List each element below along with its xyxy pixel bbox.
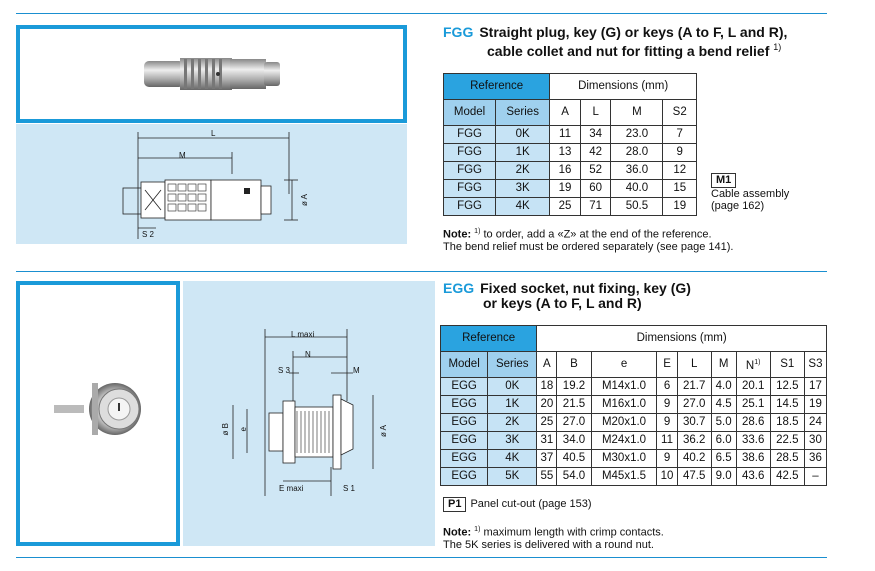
egg-col-header: L <box>677 352 711 378</box>
egg-table-cell: 9 <box>657 450 677 468</box>
fgg-table-cell: FGG <box>444 144 496 162</box>
egg-table-cell: 28.5 <box>770 450 804 468</box>
egg-table-cell: 47.5 <box>677 468 711 486</box>
fgg-table-cell: 3K <box>496 180 550 198</box>
egg-col-header: S1 <box>770 352 804 378</box>
fgg-table-cell: 60 <box>580 180 611 198</box>
fgg-table-cell: 4K <box>496 198 550 216</box>
egg-table-cell: 54.0 <box>557 468 591 486</box>
egg-table-row <box>441 450 827 468</box>
egg-table-cell: 9 <box>657 414 677 432</box>
egg-table-cell: 5K <box>488 468 537 486</box>
fgg-title-line2: cable collet and nut for fitting a bend relief <box>487 42 770 59</box>
fgg-col-header: Model <box>444 100 496 126</box>
egg-table-cell: 36.2 <box>677 432 711 450</box>
fgg-col-header: L <box>580 100 611 126</box>
fgg-table-cell: 42 <box>580 144 611 162</box>
egg-note <box>443 524 664 551</box>
fgg-table-row <box>444 162 697 180</box>
egg-table-cell: M20x1.0 <box>591 414 657 432</box>
fgg-col-header: S2 <box>663 100 697 126</box>
egg-table-cell: 43.6 <box>736 468 770 486</box>
egg-table-cell: EGG <box>441 468 488 486</box>
fgg-label-a: ø A <box>300 194 309 207</box>
egg-table-cell: M24x1.0 <box>591 432 657 450</box>
egg-dimensions-table <box>440 325 827 486</box>
egg-col-header: S3 <box>804 352 826 378</box>
fgg-box-text-2: (page 162) <box>711 200 765 212</box>
fgg-cable-assembly-ref <box>711 173 789 212</box>
egg-note-line1: maximum length with crimp contacts. <box>483 526 664 539</box>
egg-label-b: ø B <box>221 423 230 436</box>
fgg-table-cell: 52 <box>580 162 611 180</box>
egg-table-cell: 27.0 <box>677 396 711 414</box>
egg-label-e-maxi: E maxi <box>279 484 304 493</box>
egg-socket-image <box>20 285 176 542</box>
egg-label-a: ø A <box>379 425 388 438</box>
egg-table-cell: 21.7 <box>677 378 711 396</box>
bottom-divider <box>16 557 827 558</box>
fgg-table-cell: 9 <box>663 144 697 162</box>
egg-table-cell: 14.5 <box>770 396 804 414</box>
fgg-table-row <box>444 180 697 198</box>
fgg-table-cell: 34 <box>580 126 611 144</box>
egg-table-cell: 6.0 <box>711 432 736 450</box>
egg-table-cell: 11 <box>657 432 677 450</box>
egg-table-cell: 24 <box>804 414 826 432</box>
egg-box-tag: P1 <box>443 497 466 512</box>
fgg-table-cell: 15 <box>663 180 697 198</box>
egg-table-cell: 18 <box>537 378 557 396</box>
fgg-table-cell: 16 <box>550 162 581 180</box>
fgg-table-cell: 13 <box>550 144 581 162</box>
egg-table-cell: 18.5 <box>770 414 804 432</box>
fgg-table-cell: 19 <box>663 198 697 216</box>
fgg-box-tag: M1 <box>711 173 736 188</box>
fgg-table-cell: 36.0 <box>611 162 663 180</box>
egg-dimensions-header: Dimensions (mm) <box>537 326 827 352</box>
egg-table-cell: 33.6 <box>736 432 770 450</box>
egg-title-line1: Fixed socket, nut fixing, key (G) <box>480 280 691 296</box>
fgg-table-cell: 2K <box>496 162 550 180</box>
egg-col-header: B <box>557 352 591 378</box>
fgg-table-cell: FGG <box>444 162 496 180</box>
fgg-note-sup: 1) <box>474 228 481 235</box>
egg-table-cell: 25.1 <box>736 396 770 414</box>
fgg-table-cell: 1K <box>496 144 550 162</box>
fgg-col-header: Series <box>496 100 550 126</box>
egg-table-cell: 17 <box>804 378 826 396</box>
middle-divider <box>16 271 827 272</box>
egg-col-header: Series <box>488 352 537 378</box>
egg-note-label: Note: <box>443 526 472 539</box>
egg-table-cell: 28.6 <box>736 414 770 432</box>
egg-panel-cutout-ref <box>443 497 592 512</box>
egg-col-header: Model <box>441 352 488 378</box>
egg-table-cell: 20 <box>537 396 557 414</box>
fgg-table-cell: 23.0 <box>611 126 663 144</box>
egg-table-cell: 4.5 <box>711 396 736 414</box>
egg-table-cell: 30.7 <box>677 414 711 432</box>
egg-table-cell: 4.0 <box>711 378 736 396</box>
egg-label-n: N <box>305 350 311 359</box>
egg-table-cell: EGG <box>441 414 488 432</box>
egg-dimension-drawing <box>183 281 435 546</box>
egg-table-cell: EGG <box>441 396 488 414</box>
egg-table-cell: – <box>804 468 826 486</box>
fgg-table-cell: FGG <box>444 126 496 144</box>
egg-title-line2: or keys (A to F, L and R) <box>483 295 642 311</box>
egg-note-sup: 1) <box>474 526 481 533</box>
egg-table-cell: EGG <box>441 432 488 450</box>
fgg-title-footnote: 1) <box>773 42 782 52</box>
egg-table-cell: M16x1.0 <box>591 396 657 414</box>
fgg-dimension-drawing <box>16 124 407 244</box>
fgg-box-text-1: Cable assembly <box>711 188 790 200</box>
egg-col-header: E <box>657 352 677 378</box>
egg-label-s1: S 1 <box>343 484 356 493</box>
egg-table-cell: M30x1.0 <box>591 450 657 468</box>
egg-table-cell: 55 <box>537 468 557 486</box>
egg-col-header: $N^{1)}$ <box>736 352 770 378</box>
egg-table-cell: 5.0 <box>711 414 736 432</box>
fgg-note-label: Note: <box>443 228 472 241</box>
egg-table-cell: 19 <box>804 396 826 414</box>
egg-table-cell: 37 <box>537 450 557 468</box>
egg-table-cell: 20.1 <box>736 378 770 396</box>
fgg-reference-header: Reference <box>444 74 550 100</box>
egg-table-cell: 38.6 <box>736 450 770 468</box>
egg-table-cell: 42.5 <box>770 468 804 486</box>
fgg-table-row <box>444 144 697 162</box>
egg-table-row <box>441 378 827 396</box>
egg-table-cell: 1K <box>488 396 537 414</box>
fgg-table-cell: 50.5 <box>611 198 663 216</box>
egg-table-cell: 9 <box>657 396 677 414</box>
fgg-dimensions-header: Dimensions (mm) <box>550 74 697 100</box>
fgg-table-row <box>444 198 697 216</box>
fgg-col-header: M <box>611 100 663 126</box>
egg-table-cell: 2K <box>488 414 537 432</box>
fgg-table-cell: 12 <box>663 162 697 180</box>
egg-label-s3: S 3 <box>278 366 291 375</box>
fgg-table-row <box>444 126 697 144</box>
fgg-label-l: L <box>211 129 216 138</box>
egg-table-cell: 6 <box>657 378 677 396</box>
egg-col-header: A <box>537 352 557 378</box>
egg-table-cell: 40.2 <box>677 450 711 468</box>
egg-table-cell: 22.5 <box>770 432 804 450</box>
egg-table-cell: 36 <box>804 450 826 468</box>
egg-table-cell: EGG <box>441 450 488 468</box>
egg-table-row <box>441 396 827 414</box>
fgg-label-m: M <box>179 151 186 160</box>
egg-table-cell: M14x1.0 <box>591 378 657 396</box>
egg-col-header: M <box>711 352 736 378</box>
top-divider <box>16 13 827 14</box>
fgg-title <box>443 25 787 59</box>
egg-table-row <box>441 414 827 432</box>
fgg-col-header: A <box>550 100 581 126</box>
egg-table-cell: 30 <box>804 432 826 450</box>
egg-table-row <box>441 432 827 450</box>
fgg-photo <box>16 25 407 123</box>
fgg-table-cell: 25 <box>550 198 581 216</box>
fgg-table-cell: 71 <box>580 198 611 216</box>
egg-table-cell: 19.2 <box>557 378 591 396</box>
egg-table-cell: 10 <box>657 468 677 486</box>
egg-table-cell: EGG <box>441 378 488 396</box>
fgg-table-cell: 0K <box>496 126 550 144</box>
fgg-note-line1: to order, add a «Z» at the end of the reference. <box>483 228 712 241</box>
fgg-code: FGG <box>443 24 474 40</box>
egg-table-cell: 3K <box>488 432 537 450</box>
egg-table-cell: 0K <box>488 378 537 396</box>
egg-table-cell: 6.5 <box>711 450 736 468</box>
fgg-table-cell: 11 <box>550 126 581 144</box>
egg-table-cell: 34.0 <box>557 432 591 450</box>
egg-photo <box>16 281 180 546</box>
egg-reference-header: Reference <box>441 326 537 352</box>
egg-table-cell: 40.5 <box>557 450 591 468</box>
fgg-plug-image <box>20 29 403 119</box>
fgg-table-cell: 40.0 <box>611 180 663 198</box>
egg-table-cell: 9.0 <box>711 468 736 486</box>
egg-label-e: e <box>239 427 248 432</box>
egg-table-cell: 31 <box>537 432 557 450</box>
egg-box-text: Panel cut-out (page 153) <box>470 498 592 510</box>
fgg-table-cell: FGG <box>444 198 496 216</box>
egg-table-cell: 25 <box>537 414 557 432</box>
egg-label-l: L maxi <box>291 330 315 339</box>
egg-table-cell: 21.5 <box>557 396 591 414</box>
egg-table-cell: M45x1.5 <box>591 468 657 486</box>
egg-title <box>443 281 691 311</box>
fgg-table-cell: 7 <box>663 126 697 144</box>
egg-table-cell: 4K <box>488 450 537 468</box>
egg-table-row <box>441 468 827 486</box>
fgg-dimensions-table <box>443 73 697 216</box>
egg-col-header: e <box>591 352 657 378</box>
egg-code: EGG <box>443 280 475 296</box>
egg-table-cell: 12.5 <box>770 378 804 396</box>
egg-note-line2: The 5K series is delivered with a round nut. <box>443 538 654 551</box>
fgg-table-cell: 28.0 <box>611 144 663 162</box>
fgg-table-cell: 19 <box>550 180 581 198</box>
fgg-title-line1: Straight plug, key (G) or keys (A to F, L and R), <box>479 24 788 40</box>
fgg-label-s2: S 2 <box>142 230 155 239</box>
fgg-table-cell: FGG <box>444 180 496 198</box>
egg-label-m: M <box>353 366 360 375</box>
egg-table-cell: 27.0 <box>557 414 591 432</box>
fgg-note <box>443 226 733 253</box>
fgg-note-line2: The bend relief must be ordered separately (see page 141). <box>443 240 734 253</box>
